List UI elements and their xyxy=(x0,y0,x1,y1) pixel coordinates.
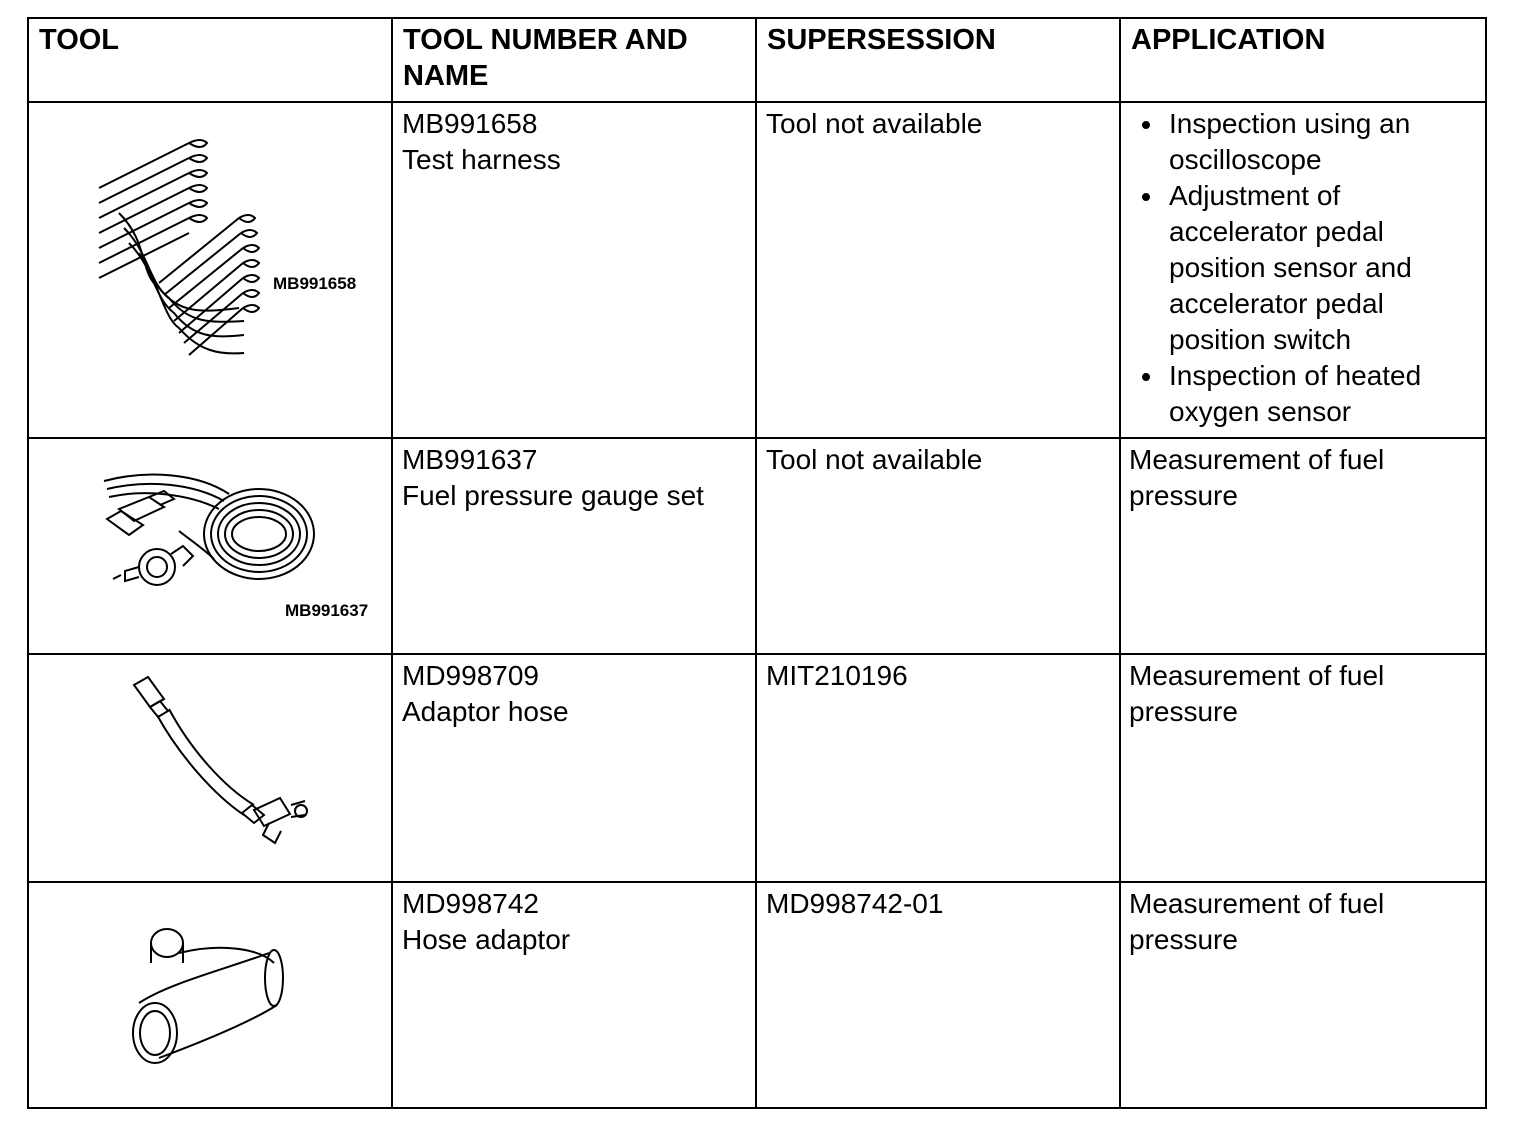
application-cell xyxy=(1120,102,1486,438)
table-row xyxy=(28,882,1486,1108)
tool-name: Fuel pressure gauge set xyxy=(402,480,704,511)
application-item: Adjustment of accelerator pedal position sensor and accelerator pedal position switch xyxy=(1129,178,1485,358)
table-row xyxy=(28,654,1486,882)
tool-name: Hose adaptor xyxy=(402,924,571,955)
application-cell xyxy=(1120,438,1486,654)
tool-number-and-name-cell xyxy=(392,654,756,882)
supersession-cell xyxy=(756,438,1120,654)
tool-number: MD998742 xyxy=(402,888,539,919)
application-item: Inspection of heated oxygen sensor xyxy=(1129,358,1485,430)
supersession-cell xyxy=(756,882,1120,1108)
header-tool: TOOL xyxy=(28,18,392,102)
tool-image-cell xyxy=(28,882,392,1108)
header-row xyxy=(28,18,1486,102)
application-cell xyxy=(1120,654,1486,882)
header-tool-number-and-name: TOOL NUMBER AND NAME xyxy=(392,18,756,102)
supersession-value: MD998742-01 xyxy=(766,888,944,919)
tool-number: MB991658 xyxy=(402,108,538,139)
tool-image-cell xyxy=(28,438,392,654)
tool-image-caption: MB991637 xyxy=(285,601,369,620)
hose-adaptor-illustration xyxy=(29,883,391,1107)
tool-name: Adaptor hose xyxy=(402,696,569,727)
supersession-value: Tool not available xyxy=(766,444,983,475)
tool-number: MB991637 xyxy=(402,444,538,475)
header-application: APPLICATION xyxy=(1120,18,1486,102)
application-list xyxy=(1129,106,1485,430)
tool-image-cell xyxy=(28,102,392,438)
tool-image-caption: MB991658 xyxy=(273,274,357,293)
header-supersession: SUPERSESSION xyxy=(756,18,1120,102)
tool-name: Test harness xyxy=(402,144,561,175)
supersession-cell xyxy=(756,654,1120,882)
application-text: Measurement of fuel pressure xyxy=(1129,888,1385,955)
table-row xyxy=(28,102,1486,438)
application-item: Inspection using an oscilloscope xyxy=(1129,106,1485,178)
adaptor-hose-illustration xyxy=(29,655,391,881)
tool-image-cell xyxy=(28,654,392,882)
application-cell xyxy=(1120,882,1486,1108)
tool-number-and-name-cell xyxy=(392,882,756,1108)
fuel-pressure-gauge-set-illustration xyxy=(29,439,391,653)
table-row xyxy=(28,438,1486,654)
application-text: Measurement of fuel pressure xyxy=(1129,660,1385,727)
test-harness-illustration xyxy=(29,103,391,437)
tool-number: MD998709 xyxy=(402,660,539,691)
special-tools-table xyxy=(27,17,1487,1109)
supersession-value: Tool not available xyxy=(766,108,983,139)
application-text: Measurement of fuel pressure xyxy=(1129,444,1385,511)
tool-number-and-name-cell xyxy=(392,438,756,654)
supersession-cell xyxy=(756,102,1120,438)
tool-number-and-name-cell xyxy=(392,102,756,438)
supersession-value: MIT210196 xyxy=(766,660,908,691)
